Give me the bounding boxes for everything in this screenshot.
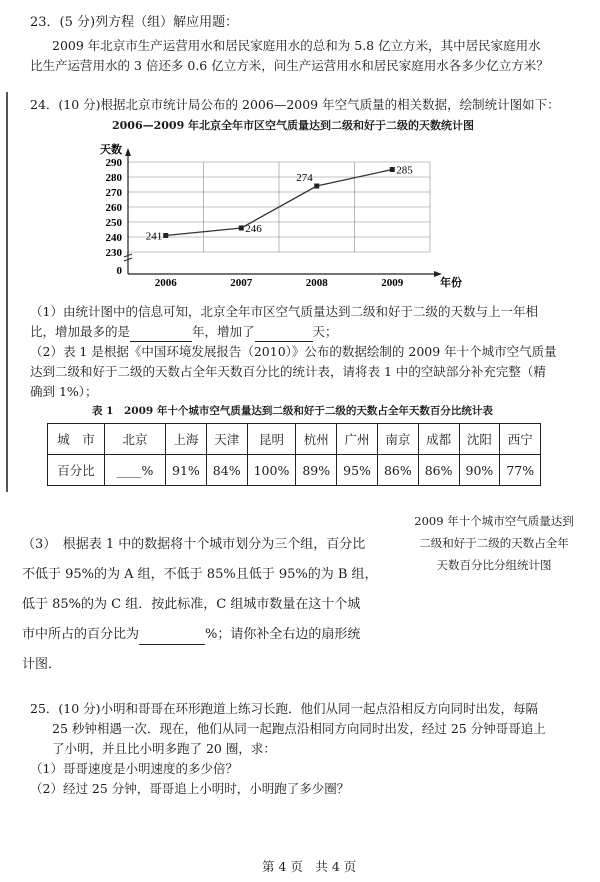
table-cell: 86% [418,455,459,486]
q23-line-1: 2009 年北京市生产运营用水和居民家庭用水的总和为 5.8 亿立方米，其中居民家庭用水 [52,38,541,53]
table-header-cell: 北京 [105,424,166,455]
x-tick-label: 2008 [305,277,328,289]
x-axis-label: 年份 [440,277,462,289]
data-label: 246 [245,223,262,235]
q24-heading: 24．(10 分)根据北京市统计局公布的 2006—2009 年空气质量的相关数据，绘制统计图如下： [30,97,560,112]
q25-line-4: （1）哥哥速度是小明速度的多少倍？ [30,761,238,776]
y-tick-label: 0 [116,265,122,277]
y-tick-label: 290 [105,157,122,169]
table-header-cell: 城 市 [48,424,105,455]
q24-part3-line-5: 计图． [22,657,62,672]
q25-line-5: （2）经过 25 分钟，哥哥追上小明时，小明跑了多少圈？ [30,781,350,796]
data-point [390,167,395,172]
data-point [314,184,319,189]
q25-line-3: 了小明，并且比小明多跑了 20 圈，求： [52,741,276,756]
data-label: 285 [396,164,413,177]
q24-part2-line-1: （2）表 1 是根据《中国环境发展报告（2010）》公布的数据绘制的 2009 年十个城市空气质量 [30,344,557,359]
page-footer: 第 4 页 共 4 页 [262,859,357,874]
q24-part3-line-2: 不低于 95%的为 A 组，不低于 85%且低于 95%的为 B 组， [22,567,378,582]
table-cell: 95% [337,455,378,486]
y-tick-label: 250 [105,217,122,229]
margin-bar [6,92,8,492]
table-header-row [48,424,541,455]
table-row [48,455,541,486]
q24-part3-line-4: 市中所占的百分比为 %；请你补全右边的扇形统 [22,626,360,645]
y-tick-label: 230 [105,247,122,259]
table-header-cell: 昆明 [247,424,296,455]
table-row-label: 百分比 [48,455,105,486]
y-axis-label: 天数 [100,144,122,156]
table-header-cell: 成都 [418,424,459,455]
y-tick-label: 240 [105,232,122,244]
y-axis-arrow [125,148,131,156]
table-header-cell: 上海 [166,424,207,455]
table-header-cell: 天津 [206,424,247,455]
table-cell: 91% [166,455,207,486]
y-tick-label: 270 [105,187,122,199]
line-chart [90,136,500,296]
table-header-cell: 沈阳 [459,424,500,455]
data-label: 241 [145,230,163,243]
table-header-cell: 南京 [377,424,418,455]
x-tick-label: 2007 [230,277,253,289]
table-header-cell: 广州 [337,424,378,455]
x-tick-label: 2006 [154,277,177,289]
q25-line-2: 25 秒钟相遇一次．现在，他们从同一起跑点沿相同方向同时出发，经过 25 分钟哥哥追上 [52,721,546,736]
chart-title: 2006—2009 年北京全年市区空气质量达到二级和好于二级的天数统计图 [112,119,475,132]
answer-blank-days[interactable] [255,323,313,342]
table-header-cell: 西宁 [500,424,541,455]
q24-part2-line-3: 确到 1%）； [30,384,98,399]
q24-part2-line-2: 达到二级和好于二级的天数占全年天数百分比的统计表，请将表 1 中的空缺部分补充完整（精 [30,364,546,379]
answer-blank-year[interactable] [130,323,192,342]
table-header-cell: 杭州 [296,424,337,455]
q24-part1-line-2: 比，增加最多的是 年，增加了 天； [30,323,338,342]
q24-part3-line-1: （3） 根据表 1 中的数据将十个城市划分为三个组，百分比 [22,537,366,552]
table-cell-beijing-blank[interactable]: ____% [105,455,166,486]
q23-line-2: 比生产运营用水的 3 倍还多 0.6 亿立方米，问生产运营用水和居民家庭用水各多少亿立方米？ [30,58,549,73]
city-percentage-table [47,423,541,486]
pie-chart-caption: 2009 年十个城市空气质量达到 二级和好于二级的天数占全年 天数百分比分组统计图 [414,514,574,572]
table-cell: 100% [247,455,296,486]
y-tick-label: 260 [105,202,122,214]
data-point [163,233,168,238]
y-tick-label: 280 [105,172,122,184]
data-label: 274 [296,172,313,184]
x-tick-label: 2009 [381,277,404,289]
table-caption: 表 1 2009 年十个城市空气质量达到二级和好于二级的天数占全年天数百分比统计表 [92,405,493,417]
table-cell: 90% [459,455,500,486]
q25-line-1: 25．(10 分)小明和哥哥在环形跑道上练习长跑．他们从同一起点沿相反方向同时出发，每隔 [30,701,539,716]
answer-blank-percent[interactable] [139,626,205,645]
table-cell: 86% [377,455,418,486]
q24-part1-line-1: （1）由统计图中的信息可知，北京全年市区空气质量达到二级和好于二级的天数与上一年相 [30,304,538,319]
table-cell: 77% [500,455,541,486]
table-cell: 84% [206,455,247,486]
q23-heading: 23．(5 分)列方程（组）解应用题： [30,15,239,30]
data-point [239,226,244,231]
table-cell: 89% [296,455,337,486]
q24-part3-line-3: 低于 85%的为 C 组．按此标准，C 组城市数量在这十个城 [22,597,361,612]
